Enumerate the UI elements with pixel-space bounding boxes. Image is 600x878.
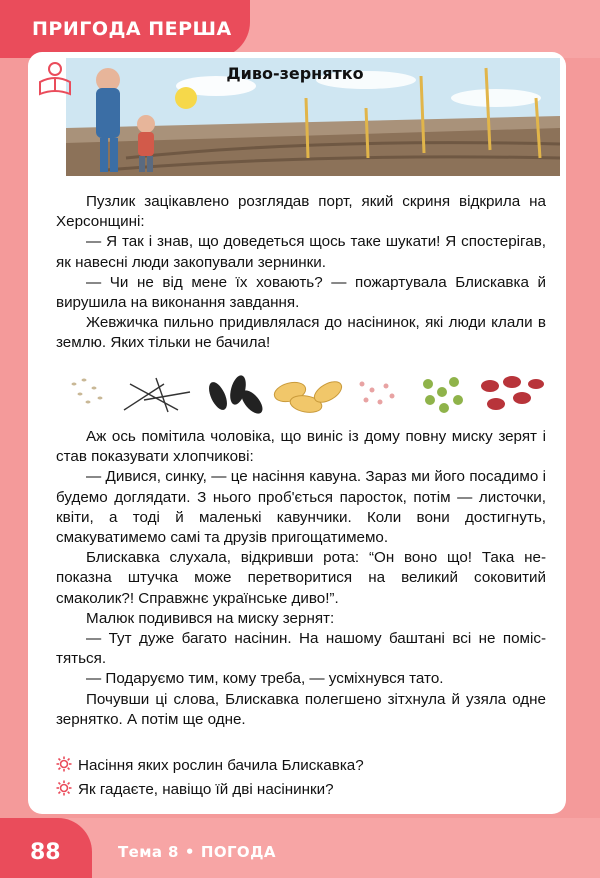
paragraph: — Тут дуже багато насінин. На нашому баштані всі не помістяться. — [56, 630, 546, 668]
paragraph: Жевжичка пильно придивлялася до насінинок, які люди клали в землю. Яких тільки не бачила! — [56, 314, 546, 352]
footer-topic — [118, 843, 282, 861]
topic-label: Тема 8 — [118, 843, 179, 861]
paragraph: Пузлик зацікавлено розглядав порт, який скриня відкрила на Херсонщині: — [56, 193, 546, 231]
paragraph: Блискавка слухала, відкривши рота: “Он воно що! Така непоказна штучка може перетворитися на великий соковитий смаколик?! Справжнє українське диво!”. — [56, 549, 546, 607]
paragraph: Малюк подивився на миску зернят: — [86, 609, 335, 627]
topic-bullet: • — [184, 843, 195, 861]
paragraph: — Дивися, синку, — це насіння кавуна. Зараз ми його посадимо і будемо доглядати. З нього проб'ється паросток, потім — листочки, квіти, а тоді й маленькі кавунчики. Коли вони достигнуть, смакуватимемо самі та друзів пригощатимемо. — [56, 468, 546, 547]
question-sun-icon — [56, 780, 72, 796]
paragraph: Почувши ці слова, Блискавка полегшено зітхнула й узяла одне зернятко. А потім ще одне. — [56, 690, 546, 728]
topic-name: ПОГОДА — [200, 843, 276, 861]
section-title: ПРИГОДА ПЕРША — [32, 18, 232, 40]
page-number: 88 — [30, 840, 61, 865]
story-title: Диво-зернятко — [226, 64, 364, 83]
seeds-illustration — [66, 370, 546, 416]
question-2 — [56, 780, 334, 800]
story-text-part1 — [56, 192, 546, 354]
sun-icon — [175, 87, 197, 109]
story-text-part2 — [56, 427, 546, 730]
question-text: Як гадаєте, навіщо їй дві насінинки? — [78, 781, 334, 798]
paragraph: — Я так і знав, що доведеться щось таке шукати! Я спостерігав, як навесні люди закопували зернинки. — [56, 233, 546, 271]
paragraph: — Чи не від мене їх ховають? — пожартувала Блискавка й вирушила на виконання завдання. — [56, 273, 546, 312]
book-logo-icon — [36, 60, 74, 100]
question-text: Насіння яких рослин бачила Блискавка? — [78, 757, 364, 774]
question-1 — [56, 756, 364, 776]
paragraph: Аж ось помітила чоловіка, що виніс із дому повну миску зерят і став показувати хлопчикові: — [56, 428, 546, 466]
question-sun-icon — [56, 756, 72, 772]
paragraph: — Подаруємо тим, кому треба, — усміхнувся тато. — [86, 670, 444, 688]
